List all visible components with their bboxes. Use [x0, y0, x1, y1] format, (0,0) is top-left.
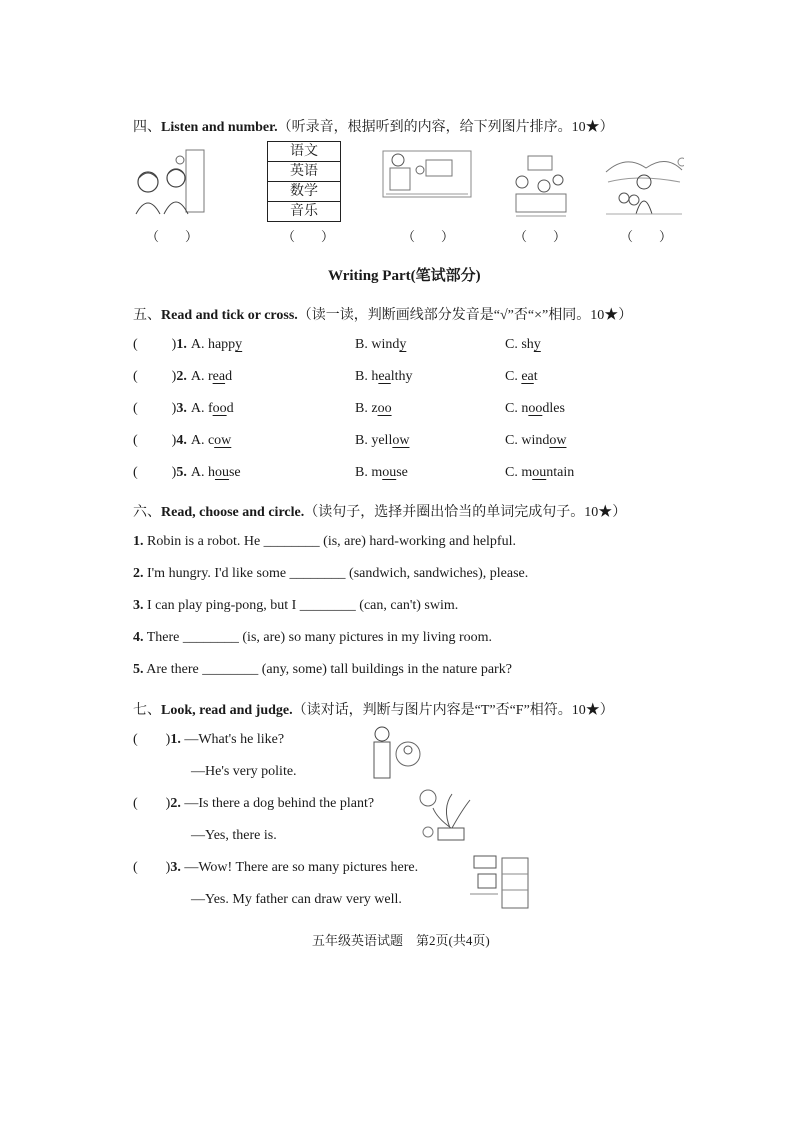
judge-answer: —Yes, there is. [191, 828, 277, 843]
option-c: C. window [505, 433, 567, 448]
option-b: B. healthy [355, 369, 413, 384]
judge-item: ( )2. —Is there a dog behind the plant? [133, 796, 375, 811]
option-c: C. shy [505, 337, 541, 352]
answer-paren-4[interactable]: （ ） [514, 229, 567, 244]
section4-title: 四、Listen and number.（听录音，根据听到的内容，给下列图片排序。10★） [133, 120, 614, 135]
subject-cell: 数学 [268, 182, 341, 202]
item-number: ( )5. A. house [133, 465, 241, 480]
tick-cross-item [133, 369, 538, 385]
item-number: 2. [133, 566, 144, 581]
choose-circle-item [133, 630, 492, 646]
option-b: B. yellow [355, 433, 410, 448]
picture-park-icon [604, 152, 684, 218]
choose-circle-item [133, 598, 458, 614]
option-c: C. mountain [505, 465, 575, 480]
subject-cell: 语文 [268, 142, 341, 162]
option-a: A. house [190, 465, 241, 480]
option-c: C. eat [505, 369, 538, 384]
judge-item: ( )3. —Wow! There are so many pictures here. [133, 860, 419, 875]
item-number: ( )1. A. happy [133, 337, 243, 352]
writing-part-heading: Writing Part(笔试部分) [328, 268, 481, 284]
sentence-text[interactable]: There ________ (is, are) so many pictures in my living room. [143, 630, 493, 645]
answer-paren-5[interactable]: （ ） [620, 229, 673, 244]
tick-cross-item [133, 465, 575, 481]
judge-item: ( )1. —What's he like? [133, 732, 285, 747]
item-number: ( )4. A. cow [133, 433, 232, 448]
option-b: B. windy [355, 337, 407, 352]
answer-paren-3[interactable]: （ ） [402, 229, 455, 244]
option-c: C. noodles [505, 401, 565, 416]
option-a: A. happy [190, 337, 243, 352]
tick-cross-item [133, 433, 567, 449]
subject-cell: 英语 [268, 162, 341, 182]
item-number: 3. [133, 598, 144, 613]
section7-title: 七、Look, read and judge.（读对话，判断与图片内容是“T”否“F”相符。10★） [133, 703, 614, 718]
picture-room-icon [468, 854, 532, 910]
item-number: ( )2. A. read [133, 369, 233, 384]
option-a: A. food [190, 401, 234, 416]
judge-answer: —Yes. My father can draw very well. [191, 892, 402, 907]
picture-plant-icon [414, 788, 474, 844]
option-a: A. read [190, 369, 233, 384]
choose-circle-item [133, 534, 516, 550]
judge-answer: —He's very polite. [191, 764, 297, 779]
sentence-text[interactable]: Robin is a robot. He ________ (is, are) hard-working and helpful. [143, 534, 516, 549]
option-a: A. cow [190, 433, 232, 448]
item-number: 5. [133, 662, 144, 677]
item-number: ( )3. A. food [133, 401, 234, 416]
option-b: B. mouse [355, 465, 408, 480]
picture-children-icon [128, 148, 212, 216]
tick-cross-item [133, 337, 541, 353]
subject-table [267, 141, 341, 222]
item-number: 4. [133, 630, 144, 645]
answer-paren-2[interactable]: （ ） [282, 229, 335, 244]
choose-circle-item [133, 662, 512, 678]
subject-cell: 音乐 [268, 202, 341, 222]
picture-desk-icon [510, 152, 572, 220]
sentence-text[interactable]: I can play ping-pong, but I ________ (can, can't) swim. [143, 598, 459, 613]
page-footer: 五年级英语试题 第2页(共4页) [312, 933, 490, 948]
answer-paren-1[interactable]: （ ） [146, 229, 199, 244]
section6-title: 六、Read, choose and circle.（读句子，选择并圈出恰当的单词完成句子。10★） [133, 505, 627, 520]
item-number: 1. [133, 534, 144, 549]
picture-man-icon [368, 724, 426, 780]
sentence-text[interactable]: Are there ________ (any, some) tall buildings in the nature park? [143, 662, 512, 677]
section5-title: 五、Read and tick or cross.（读一读，判断画线部分发音是“√”否“×”相同。10★） [133, 308, 633, 323]
sentence-text[interactable]: I'm hungry. I'd like some ________ (sandwich, sandwiches), please. [143, 566, 529, 581]
tick-cross-item [133, 401, 565, 417]
choose-circle-item [133, 566, 528, 582]
picture-classroom-icon [382, 150, 472, 200]
option-b: B. zoo [355, 401, 392, 416]
